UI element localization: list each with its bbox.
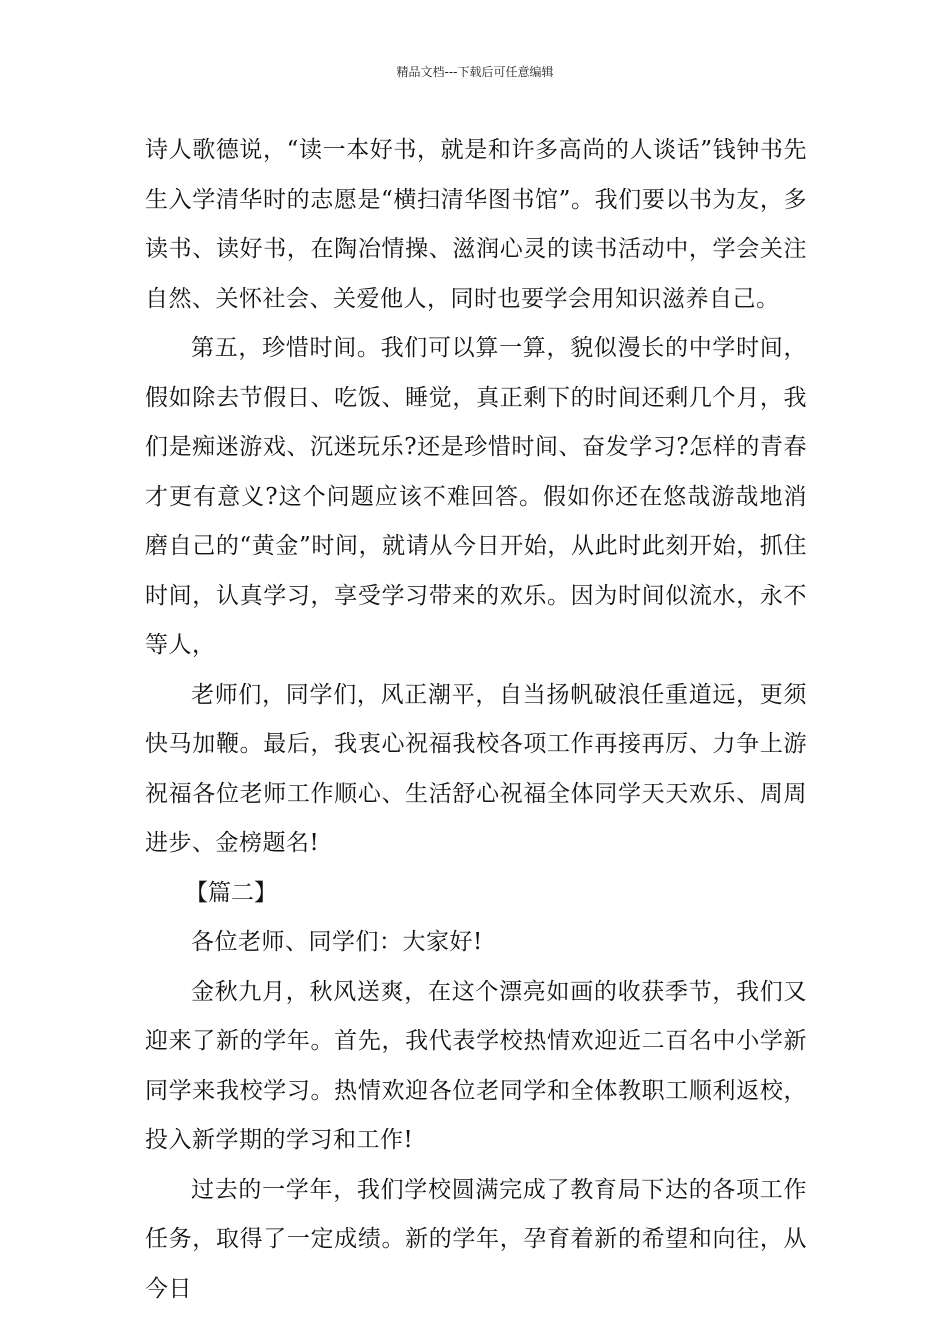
paragraph-greeting: 各位老师、同学们：大家好! [191, 929, 483, 955]
paragraph-cherish-time: 第五，珍惜时间。我们可以算一算，貌似漫长的中学时间，假如除去节假日、吃饭、睡觉，真正剩下的时间还剩几个月，我们是痴迷游戏、沉迷玩乐?还是珍惜时间、奋发学习?怎样的青春才更有意义?这个问题应该不难回答。假如你还在悠哉游哉地消磨自己的“黄金”时间，就请从今日开始，从此时此刻开始，抓住时间，认真学习，享受学习带来的欢乐。因为时间似流水，永不等人， [145, 335, 807, 658]
document-body [145, 126, 807, 1314]
paragraph-closing-wishes: 老师们，同学们，风正潮平，自当扬帆破浪任重道远，更须快马加鞭。最后，我衷心祝福我校各项工作再接再厉、力争上游祝福各位老师工作顺心、生活舒心祝福全体同学天天欢乐、周周进步、金榜题名! [145, 681, 807, 856]
page-header: 精品文档---下载后可任意编辑 [396, 65, 554, 79]
paragraph-new-term: 金秋九月，秋风送爽，在这个漂亮如画的收获季节，我们又迎来了新的学年。首先，我代表学校热情欢迎近二百名中小学新同学来我校学习。热情欢迎各位老同学和全体教职工顺利返校，投入新学期的学习和工作! [145, 978, 807, 1153]
paragraph-past-year: 过去的一学年，我们学校圆满完成了教育局下达的各项工作任务，取得了一定成绩。新的学年，孕育着新的希望和向往，从今日 [145, 1176, 807, 1302]
section-heading: 【篇二】 [185, 879, 277, 906]
paragraph-reading: 诗人歌德说，“读一本好书，就是和许多高尚的人谈话”钱钟书先生入学清华时的志愿是“横扫清华图书馆”。我们要以书为友，多读书、读好书，在陶冶情操、滋润心灵的读书活动中，学会关注自然、关怀社会、关爱他人，同时也要学会用知识滋养自己。 [145, 137, 807, 312]
